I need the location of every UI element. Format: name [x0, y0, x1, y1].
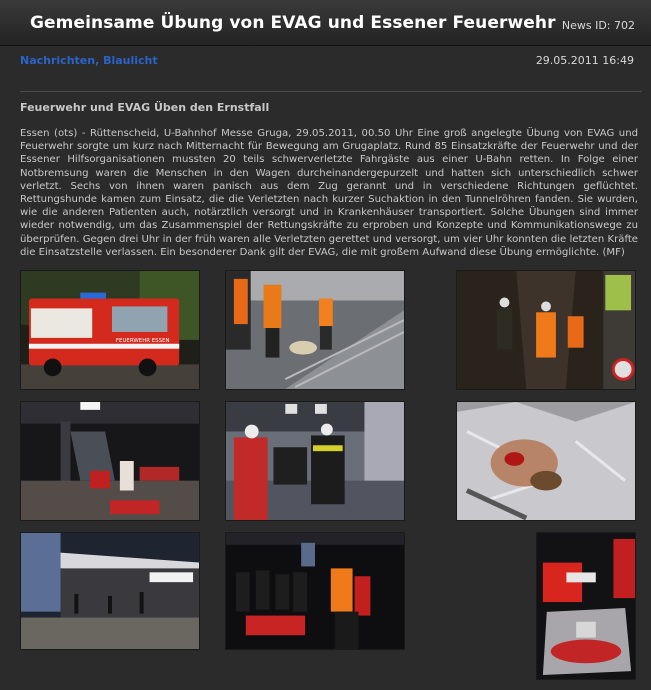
article-subheading: Feuerwehr und EVAG Üben den Ernstfall — [20, 101, 270, 114]
news-header — [0, 0, 651, 46]
category-link[interactable]: Nachrichten, Blaulicht — [20, 54, 158, 67]
photo-fire-truck[interactable] — [20, 270, 200, 390]
publish-date: 29.05.2011 16:49 — [535, 54, 634, 67]
meta-row — [20, 54, 634, 70]
photo-rescue-dog-stairs[interactable] — [225, 270, 405, 390]
photo-injured-patient-care[interactable] — [225, 401, 405, 521]
article-body: Essen (ots) - Rüttenscheid, U-Bahnhof Messe Gruga, 29.05.2011, 00.50 Uhr Eine groß angelegte Übung von EVAG und Feuerwehr sorgte um kurz nach Mitternacht für Bewegung am Grugaplatz. Rund 85 Einsatzkräfte der Feuerwehr und der Essener Hilfsorganisationen mussten 20 teils schwerverletzte Fahrgäste aus einer U-Bahn retten. In Folge einer Notbremsung waren die Menschen in den Wagen durcheinandergepurzelt und hatten sich unterschiedlich schwer verletzt. Sechs von ihnen waren panisch aus dem Zug gerannt und in verschiedene Richtungen geflüchtet. Rettungshunde kamen zum Einsatz, die die Verletzten nach kurzer Suchaktion in den Tunnelröhren fanden. Sie wurden, wie die anderen Patienten auch, notärztlich versorgt und in Krankenhäuser transportiert. Solche Übungen sind immer wieder notwendig, um das Zusammenspiel der Rettungskräfte zu erproben und Konzepte und Kommunikationswege zu überprüfen. Gegen drei Uhr in der früh waren alle Verletzten gerettet und versorgt, um vier Uhr konnten die letzten Kräfte die Einsatzstelle verlassen. Ein besonderer Dank gilt der EVAG, die mit großem Aufwand diese Übung ermöglichte. (MF) — [20, 128, 638, 258]
truck-lettering: FEUERWEHR ESSEN — [115, 337, 170, 344]
news-title: Gemeinsame Übung von EVAG und Essener Feuerwehr — [30, 13, 556, 33]
photo-night-crew-group[interactable] — [225, 532, 405, 650]
photo-triage-area[interactable] — [536, 532, 636, 680]
photo-rescue-blanket-victim[interactable] — [456, 401, 636, 521]
photo-station-entrance[interactable] — [20, 532, 200, 650]
news-id: News ID: 702 — [561, 19, 635, 32]
photo-tunnel-crew[interactable] — [456, 270, 636, 390]
divider — [20, 91, 642, 92]
photo-station-platform[interactable] — [20, 401, 200, 521]
